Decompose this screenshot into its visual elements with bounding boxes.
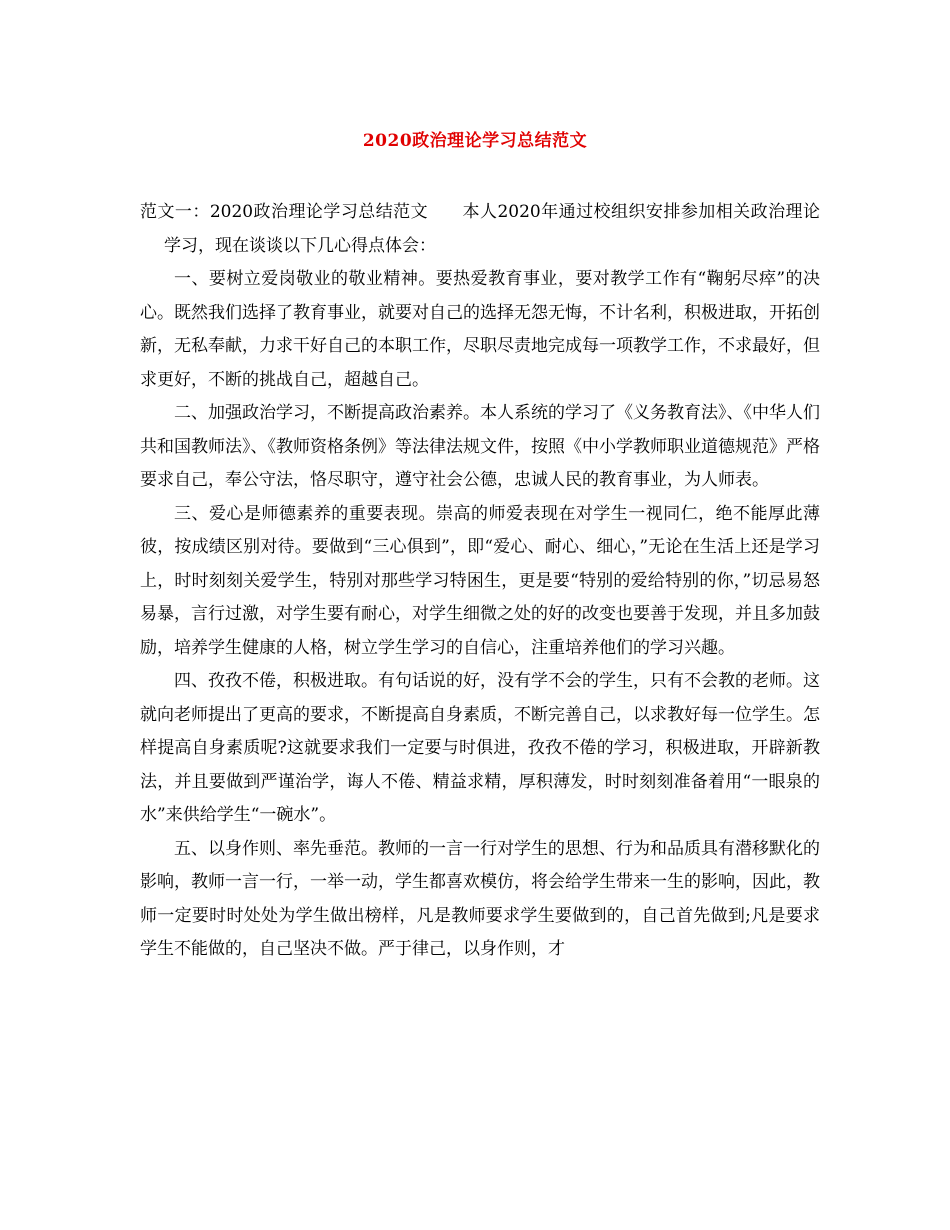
document-body [140, 196, 820, 967]
paragraph-3: 三、爱心是师德素养的重要表现。崇高的师爱表现在对学生一视同仁，绝不能厚此薄彼，按成绩区别对待。要做到“三心俱到”，即“爱心、耐心、细心，”无论在生活上还是学习上，时时刻刻关爱学生，特别对那些学习特困生，更是要“特别的爱给特别的你，”切忌易怒易暴，言行过激，对学生要有耐心，对学生细微之处的好的改变也要善于发现，并且多加鼓励，培养学生健康的人格，树立学生学习的自信心，注重培养他们的学习兴趣。 [140, 503, 820, 658]
intro-text: 本人2020年通过校组织安排参加相关政治理论学习，现在谈谈以下几心得点体会： [164, 202, 821, 256]
intro-heading: 范文一：2020政治理论学习总结范文 [140, 202, 429, 222]
paragraph-1: 一、要树立爱岗敬业的敬业精神。要热爱教育事业，要对教学工作有“鞠躬尽瘁”的决心。既然我们选择了教育事业，就要对自己的选择无怨无悔，不计名利，积极进取，开拓创新，无私奉献，力求干好自己的本职工作，尽职尽责地完成每一项教学工作，不求最好，但求更好，不断的挑战自己，超越自己。 [140, 269, 820, 390]
document-title: 2020政治理论学习总结范文 [362, 131, 588, 151]
paragraph-2: 二、加强政治学习，不断提高政治素养。本人系统的学习了《义务教育法》、《中华人们共和国教师法》、《教师资格条例》等法律法规文件，按照《中小学教师职业道德规范》严格要求自己，奉公守法，恪尽职守，遵守社会公德，忠诚人民的教育事业，为人师表。 [140, 403, 820, 490]
paragraph-5: 五、以身作则、率先垂范。教师的一言一行对学生的思想、行为和品质具有潜移默化的影响，教师一言一行，一举一动，学生都喜欢模仿，将会给学生带来一生的影响，因此，教师一定要时时处处为学生做出榜样，凡是教师要求学生要做到的，自己首先做到;凡是要求学生不能做的，自己坚决不做。严于律己，以身作则，才 [140, 838, 820, 959]
intro-paragraph [140, 196, 820, 263]
paragraph-4: 四、孜孜不倦，积极进取。有句话说的好，没有学不会的学生，只有不会教的老师。这就向老师提出了更高的要求，不断提高自身素质，不断完善自己，以求教好每一位学生。怎样提高自身素质呢?这就要求我们一定要与时俱进，孜孜不倦的学习，积极进取，开辟新教法，并且要做到严谨治学，诲人不倦、精益求精，厚积薄发，时时刻刻准备着用“一眼泉的水”来供给学生“一碗水”。 [140, 671, 820, 825]
